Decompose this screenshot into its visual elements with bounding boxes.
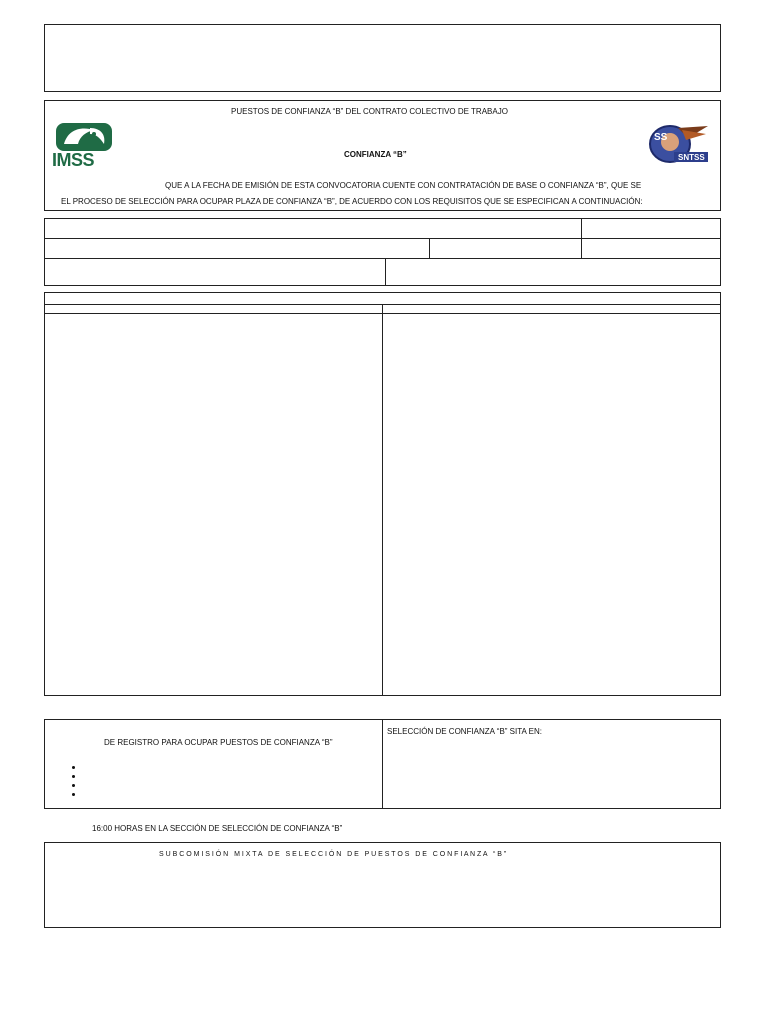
registration-bullet	[72, 766, 75, 769]
sntss-logo-text: SNTSS	[678, 153, 705, 162]
info-grid-row-divider-2	[44, 258, 721, 259]
registration-right-text: SELECCIÓN DE CONFIANZA “B” SITA EN:	[387, 727, 542, 736]
sntss-badge-text: SS	[654, 132, 668, 143]
info-grid-col-divider-3	[385, 258, 386, 286]
header-line-1: QUE A LA FECHA DE EMISIÓN DE ESTA CONVOCATORIA CUENTE CON CONTRATACIÓN DE BASE O CONFIANZA “B”, QUE SE	[165, 181, 642, 190]
imss-logo-text: IMSS	[52, 150, 95, 170]
registration-left-text: DE REGISTRO PARA OCUPAR PUESTOS DE CONFIANZA “B”	[104, 738, 333, 747]
registration-col-divider	[382, 719, 383, 809]
imss-logo	[50, 122, 118, 170]
top-empty-box	[44, 24, 721, 92]
imss-eagle-icon	[50, 122, 118, 152]
info-grid-row-divider-1	[44, 238, 721, 239]
info-grid-col-divider-1	[581, 218, 582, 258]
registration-bullet	[72, 793, 75, 796]
header-line-2: EL PROCESO DE SELECCIÓN PARA OCUPAR PLAZA DE CONFIANZA “B”, DE ACUERDO CON LOS REQUISITOS QUE SE ESPECIFICAN A CONTINUACIÓN:	[61, 197, 643, 206]
header-subtitle: CONFIANZA “B”	[344, 150, 407, 159]
schedule-note: 16:00 HORAS EN LA SECCIÓN DE SELECCIÓN DE CONFIANZA “B”	[92, 824, 343, 833]
registration-bullet	[72, 775, 75, 778]
info-grid-col-divider-2	[429, 238, 430, 258]
header-title: PUESTOS DE CONFIANZA “B” DEL CONTRATO COLECTIVO DE TRABAJO	[231, 107, 508, 116]
committee-title: S U B C O M I S I Ó N M I X T A D E S E L E C C I Ó N D E P U E S T O S D E C O N F I A N Z A “ B ”	[159, 851, 507, 858]
sntss-logo	[648, 124, 712, 164]
info-grid	[44, 218, 721, 286]
registration-bullet	[72, 784, 75, 787]
requirements-col-divider	[382, 304, 383, 696]
